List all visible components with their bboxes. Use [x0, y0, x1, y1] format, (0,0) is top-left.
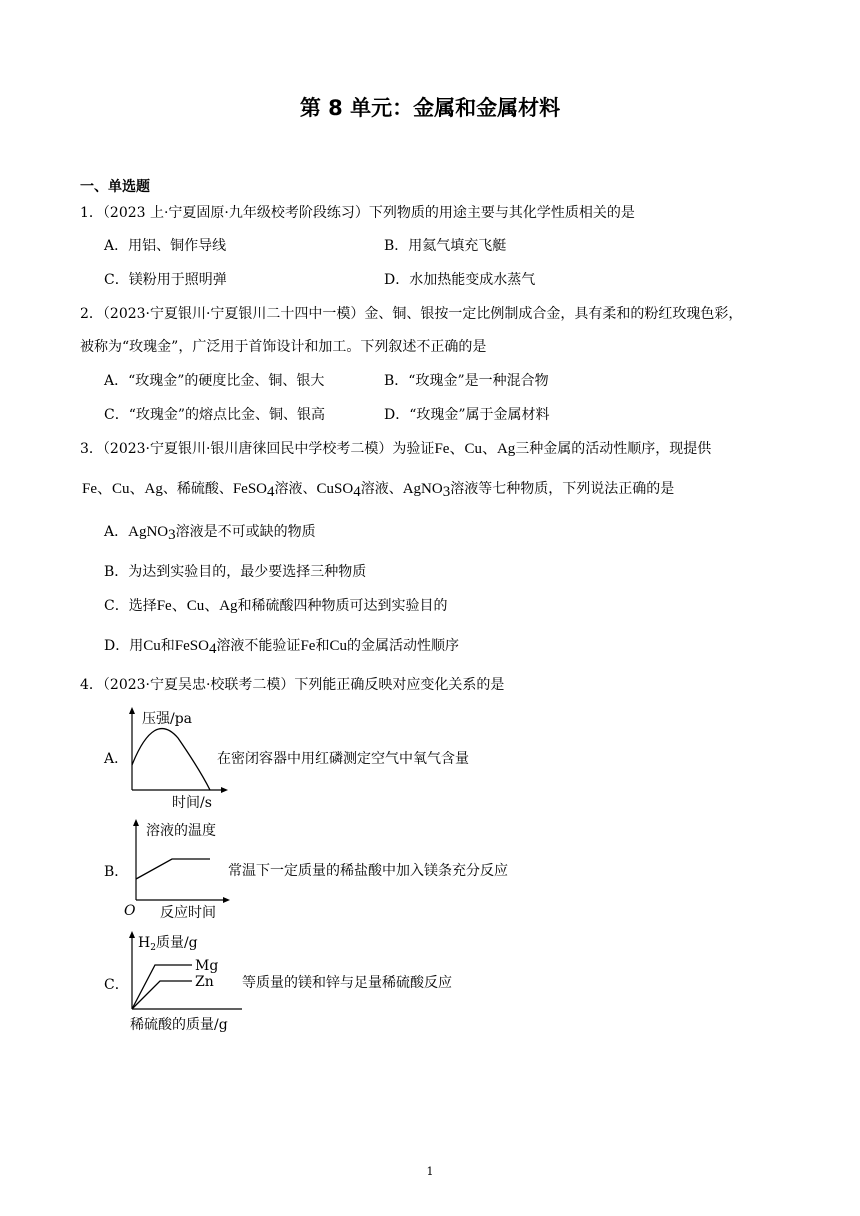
q4-b-origin: O	[124, 903, 136, 919]
q3-c-post: 和稀硫酸四种物质可达到实验目的	[237, 598, 448, 614]
q3-s2-agno3: AgNO	[402, 481, 443, 497]
q4-b-graph	[122, 817, 232, 922]
page-title: 第 8 单元：金属和金属材料	[299, 96, 561, 120]
q4-a-label: A．	[104, 751, 129, 767]
q4-c-ylabel-post: 质量/g	[155, 935, 198, 951]
q2-option-c: C．“玫瑰金”的熔点比金、铜、银高	[104, 407, 326, 423]
q4-b-ylabel: 溶液的温度	[146, 823, 216, 839]
q3-s2-text1: 、稀硫酸、	[162, 481, 233, 497]
q2-option-b: B．“玫瑰金”是一种混合物	[384, 373, 549, 389]
q2-option-a: A．“玫瑰金”的硬度比金、铜、银大	[104, 373, 325, 389]
zn-line	[132, 981, 192, 1009]
q3-s2-text4: 溶液等七种物质，下列说法正确的是	[450, 481, 675, 497]
q2-stem-line2: 被称为“玫瑰金”，广泛用于首饰设计和加工。下列叙述不正确的是	[80, 339, 487, 355]
q1-option-c: C．镁粉用于照明弹	[104, 272, 227, 288]
q1-option-d: D．水加热能变成水蒸气	[384, 272, 536, 288]
q4-a-xlabel: 时间/s	[172, 795, 212, 810]
q1-option-b: B．用氦气填充飞艇	[384, 238, 507, 254]
q3-stem-line2	[82, 479, 674, 499]
q3-a-sub: 3	[168, 527, 176, 543]
x-axis-arrow-icon	[223, 897, 230, 903]
y-axis-arrow-icon	[129, 931, 135, 938]
q1-stem: 1．（2023 上·宁夏固原·九年级校考阶段练习）下列物质的用途主要与其化学性质相关的是	[80, 205, 635, 221]
pressure-curve	[132, 729, 210, 790]
q3-option-b: B．为达到实验目的，最少要选择三种物质	[104, 564, 367, 580]
q3-stem-chem: Fe、Cu、Ag	[434, 441, 516, 457]
q3-c-chem: Fe、Cu、Ag	[156, 598, 238, 614]
q4-c-label: C．	[104, 977, 129, 993]
q3-d-sub: 4	[208, 641, 217, 657]
q3-stem-pre: 3．（2023·宁夏银川·银川唐徕回民中学校考二模）为验证	[80, 441, 435, 457]
section-heading: 一、单选题	[80, 179, 150, 195]
q2-stem-line1: 2．（2023·宁夏银川·宁夏银川二十四中一模）金、铜、银按一定比例制成合金，具有柔和的粉红玫瑰色彩，	[80, 306, 743, 322]
x-axis-arrow-icon	[221, 787, 228, 793]
q3-s2-text3: 溶液、	[360, 481, 403, 497]
q4-b-xlabel: 反应时间	[160, 905, 216, 921]
legend-mg: Mg	[195, 958, 219, 974]
q3-d-feso4: FeSO	[174, 638, 209, 654]
q3-s2-sub2: 4	[353, 484, 361, 500]
q3-stem-post: 三种金属的活动性顺序，现提供	[515, 441, 712, 457]
q3-a-chem: AgNO	[128, 524, 169, 540]
q4-a-graph	[120, 705, 230, 810]
q4-stem: 4．（2023·宁夏吴忠·校联考二模）下列能正确反映对应变化关系的是	[80, 677, 505, 693]
q3-option-a	[104, 522, 316, 542]
q4-c-ylabel	[138, 935, 198, 953]
q3-d-and2: 和	[315, 638, 330, 654]
page-number: 1	[426, 1165, 434, 1178]
q4-c-ylabel-h: H	[138, 935, 151, 951]
temperature-line	[136, 859, 210, 879]
q3-d-cu2: Cu	[329, 638, 347, 654]
q4-b-text: 常温下一定质量的稀盐酸中加入镁条充分反应	[228, 863, 508, 879]
q1-option-a: A．用铝、铜作导线	[104, 238, 227, 254]
q4-c-graph	[122, 929, 252, 1034]
q3-option-d	[104, 636, 459, 656]
q4-a-text: 在密闭容器中用红磷测定空气中氧气含量	[217, 751, 469, 767]
q3-a-label: A．	[104, 524, 129, 540]
q3-s2-metals: Fe、Cu、Ag	[82, 481, 163, 497]
q3-d-and: 和	[160, 638, 175, 654]
q3-s2-sub3: 3	[442, 484, 451, 500]
mg-line	[132, 965, 192, 1009]
q3-d-cu: Cu	[143, 638, 161, 654]
q3-s2-sub1: 4	[267, 484, 275, 500]
q3-stem-line1	[80, 439, 711, 459]
q3-d-p9: 的金属活动性顺序	[346, 638, 459, 654]
q3-d-p5: 溶液不能验证	[216, 638, 301, 654]
y-axis-arrow-icon	[133, 819, 139, 826]
q4-c-text: 等质量的镁和锌与足量稀硫酸反应	[242, 975, 452, 991]
q3-s2-cuso4: CuSO	[316, 481, 354, 497]
q3-s2-feso4: FeSO	[232, 481, 268, 497]
q4-a-ylabel: 压强/pa	[142, 711, 193, 727]
q3-d-fe: Fe	[300, 638, 316, 654]
q2-option-d: D．“玫瑰金”属于金属材料	[384, 407, 550, 423]
q3-c-pre: C．选择	[104, 598, 157, 614]
q4-c-ylabel-sub: 2	[150, 943, 156, 953]
legend-zn: Zn	[195, 974, 214, 990]
q3-a-text: 溶液是不可或缺的物质	[175, 524, 316, 540]
q3-option-c	[104, 596, 448, 616]
q3-s2-text2: 溶液、	[274, 481, 317, 497]
q4-b-label: B．	[104, 864, 129, 880]
y-axis-arrow-icon	[129, 707, 135, 714]
q3-d-p1: D．用	[104, 638, 144, 654]
q4-c-xlabel: 稀硫酸的质量/g	[130, 1017, 228, 1033]
